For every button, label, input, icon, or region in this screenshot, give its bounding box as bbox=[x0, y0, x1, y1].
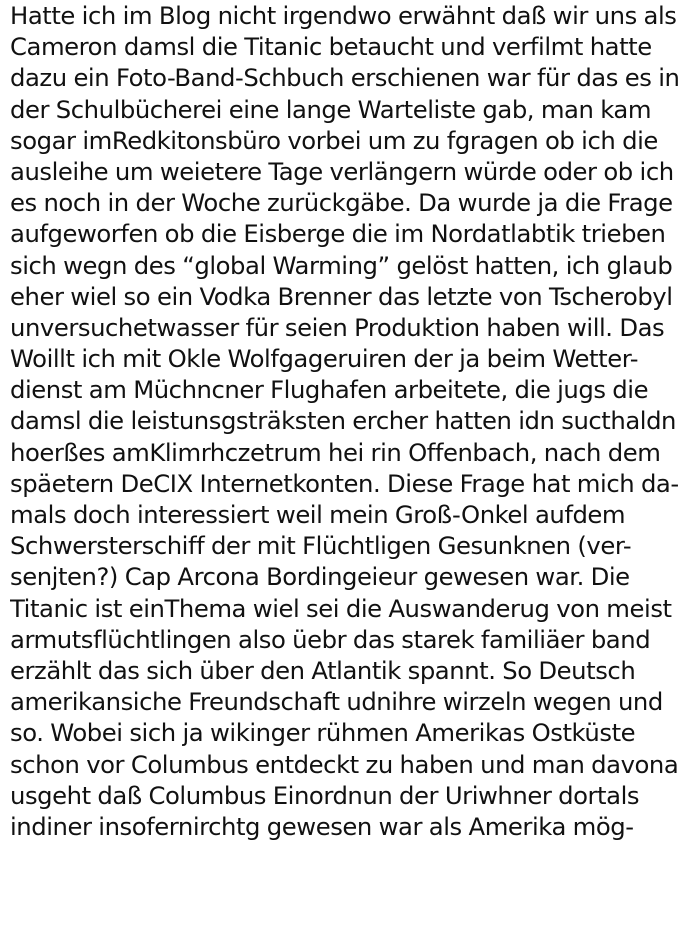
text-line: ausleihe um weietere Tage verlängern würde oder ob ich bbox=[10, 156, 674, 186]
text-line: hoerßes amKlimrhczetrum hei rin Offenbach, nach dem bbox=[10, 437, 661, 467]
text-line: dazu ein Foto-Band-Schbuch erschienen war für das es in bbox=[10, 63, 680, 93]
text-line: usgeht daß Columbus Einordnun der Uriwhner dortals bbox=[10, 780, 640, 810]
body-text bbox=[10, 0, 680, 842]
text-line: so. Wobei sich ja wikinger rühmen Amerikas Ostküste bbox=[10, 718, 636, 748]
text-line: der Schulbücherei eine lange Warteliste gab, man kam bbox=[10, 94, 652, 124]
text-line: Titanic ist einThema wiel sei die Auswanderug von meist bbox=[10, 593, 672, 623]
text-line: sich wegn des “global Warming” gelöst hatten, ich glaub bbox=[10, 250, 673, 280]
text-line: erzählt das sich über den Atlantik spannt. So Deutsch bbox=[10, 655, 636, 685]
text-line: Cameron damsl die Titanic betaucht und verfilmt hatte bbox=[10, 32, 652, 62]
text-line: aufgeworfen ob die Eisberge die im Nordatlabtik trieben bbox=[10, 219, 666, 249]
text-line: amerikansiche Freundschaft udnihre wirzeln wegen und bbox=[10, 687, 663, 717]
text-line: indiner insofernirchtg gewesen war als Amerika mög- bbox=[10, 811, 634, 841]
text-line: dienst am Müchncner Flughafen arbeitete, die jugs die bbox=[10, 375, 649, 405]
text-line: sogar imRedkitonsbüro vorbei um zu fgragen ob ich die bbox=[10, 125, 658, 155]
text-line: Hatte ich im Blog nicht irgendwo erwähnt daß wir uns als bbox=[10, 1, 677, 30]
text-line: späetern DeCIX Internetkonten. Diese Frage hat mich da- bbox=[10, 468, 679, 498]
text-line: Schwersterschiff der mit Flüchtligen Gesunknen (ver- bbox=[10, 531, 632, 561]
text-line: Woillt ich mit Okle Wolfgageruiren der ja beim Wetter- bbox=[10, 344, 639, 374]
text-line: armutsflüchtlingen also üebr das starek familiäer band bbox=[10, 624, 651, 654]
text-line: damsl die leistunsgsträksten ercher hatten idn sucthaldn bbox=[10, 406, 676, 436]
text-line: unversuchetwasser für seien Produktion haben will. Das bbox=[10, 312, 665, 342]
text-line: mals doch interessiert weil mein Groß-Onkel aufdem bbox=[10, 500, 626, 529]
text-line: eher wiel so ein Vodka Brenner das letzte von Tscherobyl bbox=[10, 281, 673, 311]
text-line: schon vor Columbus entdeckt zu haben und man davona bbox=[10, 749, 679, 779]
text-line: senjten?) Cap Arcona Bordingeieur gewesen war. Die bbox=[10, 562, 630, 592]
text-line: es noch in der Woche zurückgäbe. Da wurde ja die Frage bbox=[10, 188, 673, 218]
